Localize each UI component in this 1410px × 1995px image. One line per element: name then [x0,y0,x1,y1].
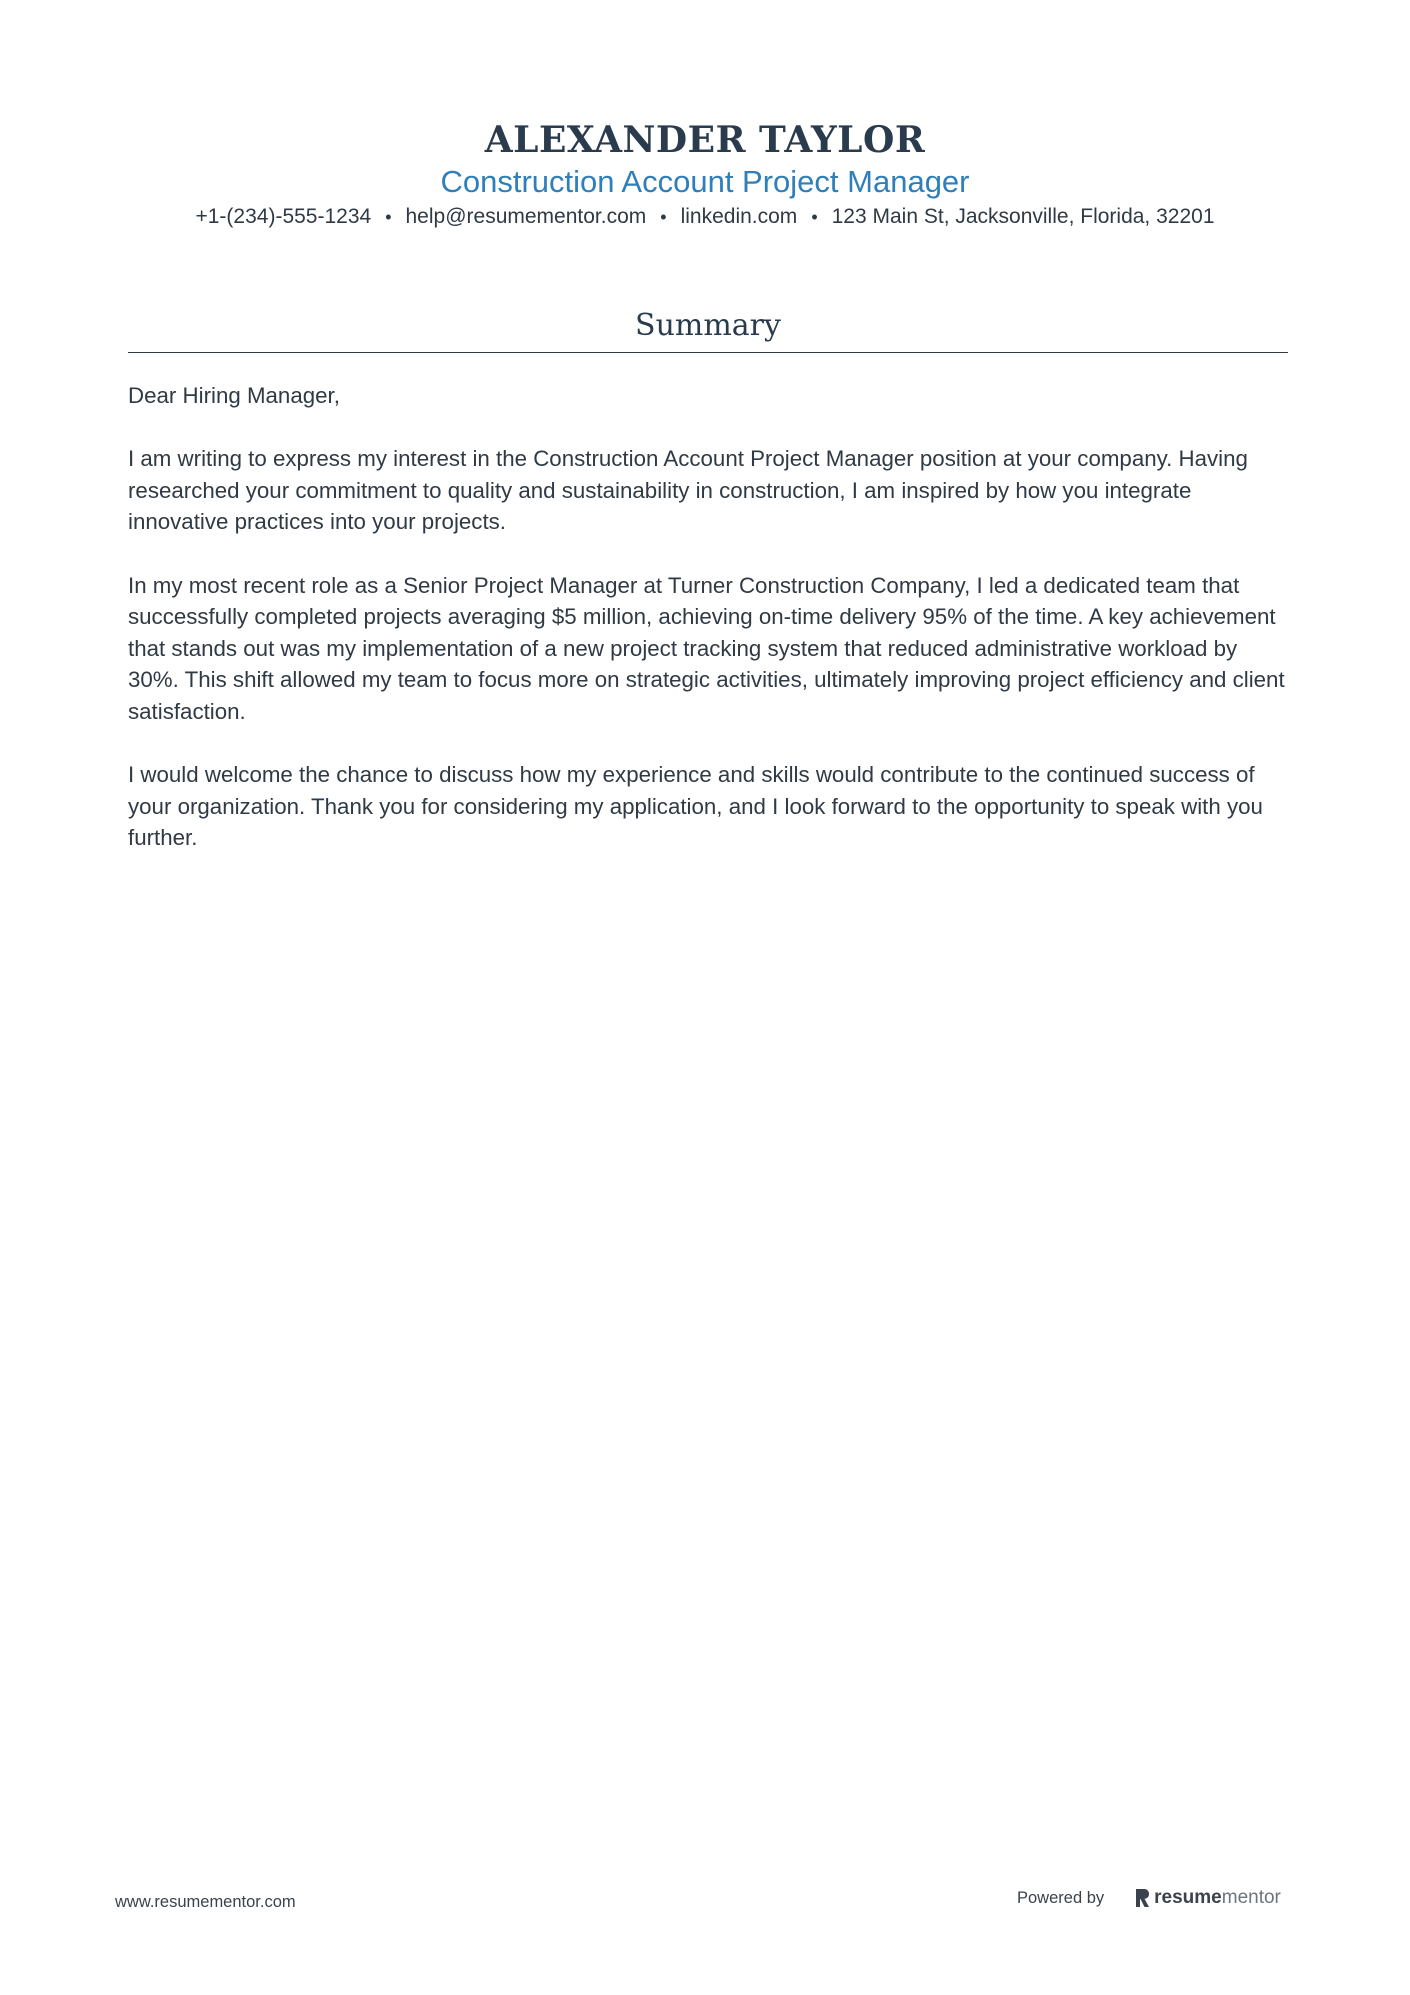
resumementor-logo-icon [1134,1888,1150,1908]
contact-phone: +1-(234)-555-1234 [195,205,372,228]
footer-branding [1017,1887,1281,1909]
letter-paragraph: I am writing to express my interest in the Construction Account Project Manager position at your company. Having researched your commitment to quality and sustainability in construction, I am inspired by how you integrate innovative practices into your projects. [128,446,1248,535]
contact-separator: • [660,207,667,227]
brand-logo [1134,1887,1281,1909]
letter-paragraph: I would welcome the chance to discuss how my experience and skills would contribute to the continued success of your organization. Thank you for considering my application, and I look forward to the opportunity to speak with you further. [128,762,1263,851]
header [0,118,1410,231]
contact-line [0,203,1410,231]
footer-website: www.resumementor.com [115,1893,296,1911]
powered-by-label: Powered by [1017,1888,1105,1907]
brand-name-bold: resume [1154,1887,1222,1908]
contact-address: 123 Main St, Jacksonville, Florida, 32201 [831,205,1215,228]
brand-name-light: mentor [1221,1887,1281,1908]
letter-greeting: Dear Hiring Manager, [128,383,340,408]
contact-linkedin: linkedin.com [680,205,798,228]
section-divider [128,352,1288,353]
candidate-name: ALEXANDER TAYLOR [484,119,926,161]
contact-separator: • [811,207,818,227]
job-title: Construction Account Project Manager [440,164,970,199]
letter-paragraph: In my most recent role as a Senior Project Manager at Turner Construction Company, I led a dedicated team that successfully completed projects averaging $5 million, achieving on-time delivery 95% of the time. A key achievement that stands out was my implementation of a new project tracking system that reduced administrative workload by 30%. This shift allowed my team to focus more on strategic activities, ultimately improving project efficiency and client satisfaction. [128,572,1285,724]
section-title-summary: Summary [635,308,781,343]
letter-body [128,380,1288,886]
contact-separator: • [385,207,392,227]
contact-email: help@resumementor.com [405,205,647,228]
